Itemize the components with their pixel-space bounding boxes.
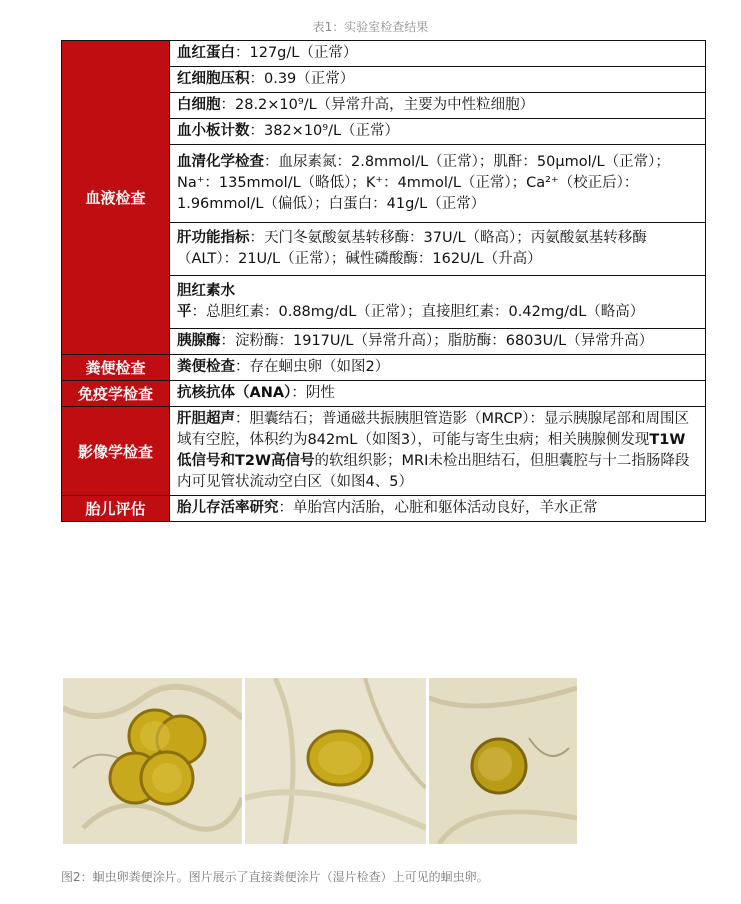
item-value: ：胆囊结石；普通磁共振胰胆管造影（MRCP）：显示胰腺尾部和周围区域有空腔，体积约为842mL（如图3），可能与寄生虫病；相关胰腺侧发现 [177, 411, 689, 448]
item-label: 粪便检查 [177, 359, 235, 375]
figure-caption: 图2：蛔虫卵粪便涂片。图片展示了直接粪便涂片（湿片检查）上可见的蛔虫卵。 [61, 870, 489, 884]
item-value: ：存在蛔虫卵（如图2） [235, 359, 390, 375]
item-value: ：382×10⁹/L（正常） [249, 123, 400, 139]
ascaris-egg-photos [63, 678, 577, 844]
micrograph-1 [63, 678, 242, 844]
lab-results-table [61, 40, 706, 522]
item-value: ：阴性 [291, 385, 335, 401]
row-hematocrit [170, 67, 706, 93]
table-row [62, 496, 706, 522]
category-imaging: 影像学检查 [62, 407, 170, 496]
category-stool: 粪便检查 [62, 355, 170, 381]
item-value: ：28.2×10⁹/L（异常升高，主要为中性粒细胞） [220, 97, 535, 113]
micrograph-3 [429, 678, 577, 844]
row-ana [170, 381, 706, 407]
item-label: 白细胞 [177, 97, 221, 113]
row-fetal [170, 496, 706, 522]
row-platelets [170, 119, 706, 145]
category-immunology: 免疫学检查 [62, 381, 170, 407]
item-value: ：血尿素氮：2.8mmol/L（正常）；肌酐：50μmol/L（正常）；Na⁺：135mmol/L（略低）；K⁺：4mmol/L（正常）；Ca²⁺（校正后）：1.96mmol/L（偏低）；白蛋白：41g/L（正常） [177, 154, 670, 212]
item-value: ：0.39（正常） [249, 71, 355, 87]
item-label: 肝功能指标 [177, 230, 250, 246]
item-label: 血红蛋白 [177, 45, 235, 61]
row-wbc [170, 93, 706, 119]
row-serum-chemistry [170, 145, 706, 223]
item-value: 的软组织影；MRI未检出胆结石，但胆囊腔与十二指肠降段内可见管状流动空白区（如图4、5） [177, 453, 690, 490]
table-row [62, 355, 706, 381]
item-label: 红细胞压积 [177, 71, 250, 87]
item-value: ：127g/L（正常） [235, 45, 358, 61]
item-label: 血清化学检查 [177, 154, 264, 170]
table-row [62, 41, 706, 67]
item-label: 胎儿存活率研究 [177, 500, 279, 516]
row-stool [170, 355, 706, 381]
item-label: 肝胆超声 [177, 411, 235, 427]
item-value: ：天门冬氨酸氨基转移酶：37U/L（略高）；丙氨酸氨基转移酶（ALT）：21U/L（正常）；碱性磷酸酶：162U/L（升高） [177, 230, 647, 267]
row-hemoglobin [170, 41, 706, 67]
micrograph-2 [245, 678, 426, 844]
category-blood: 血液检查 [62, 41, 170, 355]
item-value: ：总胆红素：0.88mg/dL（正常）；直接胆红素：0.42mg/dL（略高） [191, 304, 645, 320]
row-liver-function [170, 223, 706, 276]
table-caption: 表1：实验室检查结果 [312, 20, 429, 34]
item-label: 胆红素水平 [177, 283, 235, 320]
table-row [62, 407, 706, 496]
item-label: 血小板计数 [177, 123, 250, 139]
row-bilirubin [170, 276, 706, 329]
table-row [62, 381, 706, 407]
item-label: 抗核抗体（ANA） [177, 385, 292, 401]
item-value: ：淀粉酶：1917U/L（异常升高）；脂肪酶：6803U/L（异常升高） [220, 333, 654, 349]
category-fetal: 胎儿评估 [62, 496, 170, 522]
item-value-bold: T1W低信号和T2W高信号 [177, 432, 686, 469]
item-value: ：单胎宫内活胎，心脏和躯体活动良好，羊水正常 [278, 500, 598, 516]
item-label: 胰腺酶 [177, 333, 221, 349]
row-pancreatic-enzymes [170, 329, 706, 355]
row-imaging [170, 407, 706, 496]
